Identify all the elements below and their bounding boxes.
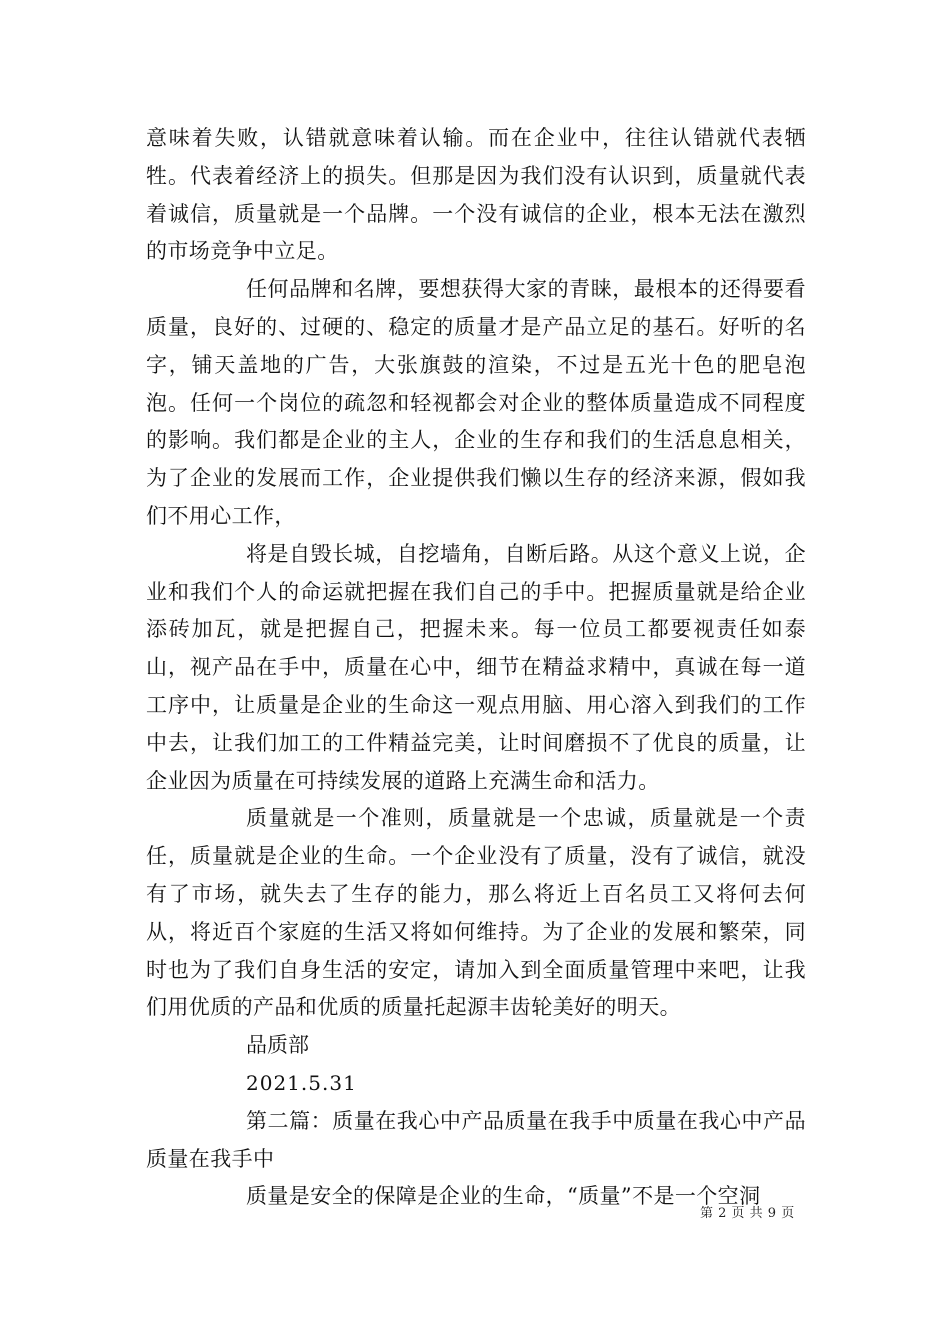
page-number-footer: 第 2 页 共 9 页 bbox=[700, 1206, 795, 1221]
paragraph-1: 意味着失败，认错就意味着认输。而在企业中，往往认错就代表牺牲。代表着经济上的损失。但那是因为我们没有认识到，质量就代表着诚信，质量就是一个品牌。一个没有诚信的企业，根本无法在激烈的市场竞争中立足。 bbox=[146, 126, 806, 264]
paragraph-5: 质量是安全的保障是企业的生命，“质量”不是一个空洞 bbox=[246, 1184, 761, 1209]
signature-date: 2021.5.31 bbox=[246, 1070, 357, 1095]
paragraph-4: 质量就是一个准则，质量就是一个忠诚，质量就是一个责任，质量就是企业的生命。一个企业没有了质量，没有了诚信，就没有了市场，就失去了生存的能力，那么将近上百名员工又将何去何从，将近百个家庭的生活又将如何维持。为了企业的发展和繁荣，同时也为了我们自身生活的安定，请加入到全面质量管理中来吧，让我们用优质的产品和优质的质量托起源丰齿轮美好的明天。 bbox=[146, 806, 806, 1020]
paragraph-3: 将是自毁长城，自挖墙角，自断后路。从这个意义上说，企业和我们个人的命运就把握在我们自己的手中。把握质量就是给企业添砖加瓦，就是把握自己，把握未来。每一位员工都要视责任如泰山，视产品在手中，质量在心中，细节在精益求精中，真诚在每一道工序中，让质量是企业的生命这一观点用脑、用心溶入到我们的工作中去，让我们加工的工件精益完美，让时间磨损不了优良的质量，让企业因为质量在可持续发展的道路上充满生命和活力。 bbox=[146, 541, 806, 793]
paragraph-2: 任何品牌和名牌，要想获得大家的青睐，最根本的还得要看质量，良好的、过硬的、稳定的质量才是产品立足的基石。好听的名字，铺天盖地的广告，大张旗鼓的渲染，不过是五光十色的肥皂泡泡。任何一个岗位的疏忽和轻视都会对企业的整体质量造成不同程度的影响。我们都是企业的主人，企业的生存和我们的生活息息相关，为了企业的发展而工作，企业提供我们懒以生存的经济来源，假如我们不用心工作， bbox=[146, 277, 806, 528]
second-article-title: 第二篇：质量在我心中产品质量在我手中质量在我心中产品质量在我手中 bbox=[146, 1108, 806, 1171]
document-body bbox=[146, 120, 806, 1216]
department-signature: 品质部 bbox=[246, 1033, 309, 1058]
